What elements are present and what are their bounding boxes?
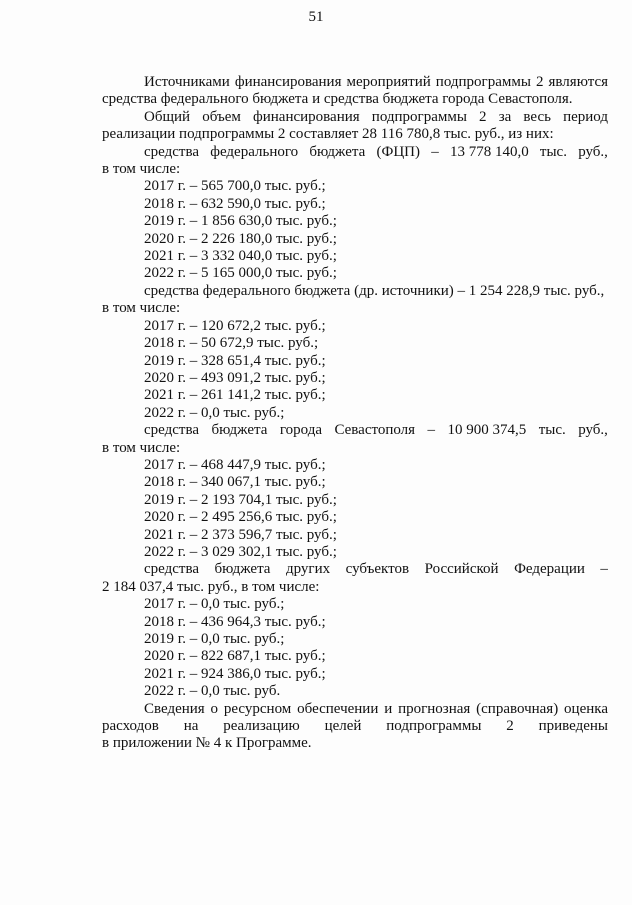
city-tail: в том числе: bbox=[102, 439, 181, 456]
list-item: 2018 г. – 632 590,0 тыс. руб.; bbox=[144, 195, 326, 212]
list-item: 2020 г. – 493 091,2 тыс. руб.; bbox=[144, 369, 326, 386]
list-item: 2020 г. – 2 226 180,0 тыс. руб.; bbox=[144, 230, 337, 247]
list-item: 2018 г. – 436 964,3 тыс. руб.; bbox=[144, 613, 326, 630]
word: 2 bbox=[506, 718, 514, 735]
list-item: 2022 г. – 5 165 000,0 тыс. руб.; bbox=[144, 265, 337, 282]
list-item: 2020 г. – 822 687,1 тыс. руб.; bbox=[144, 648, 326, 665]
word: приведены bbox=[538, 718, 608, 735]
word: – bbox=[427, 422, 436, 439]
word: целей bbox=[324, 718, 362, 735]
word: средства bbox=[144, 143, 200, 160]
word: подпрограммы bbox=[386, 718, 482, 735]
list-item: 2021 г. – 3 332 040,0 тыс. руб.; bbox=[144, 248, 337, 265]
word: на bbox=[183, 718, 199, 735]
closing-line-3: в приложении № 4 к Программе. bbox=[102, 735, 312, 752]
fed-other-tail: в том числе: bbox=[102, 300, 181, 317]
intro-line-4: реализации подпрограммы 2 составляет 28 116 780,8 тыс. руб., из них: bbox=[102, 126, 554, 143]
word: федерального bbox=[210, 143, 299, 160]
list-item: 2017 г. – 120 672,2 тыс. руб.; bbox=[144, 317, 326, 334]
list-item: 2022 г. – 0,0 тыс. руб. bbox=[144, 683, 281, 700]
closing-line-2 bbox=[102, 718, 608, 735]
list-item: 2017 г. – 468 447,9 тыс. руб.; bbox=[144, 456, 326, 473]
list-item: 2022 г. – 0,0 тыс. руб.; bbox=[144, 404, 285, 421]
list-item: 2018 г. – 340 067,1 тыс. руб.; bbox=[144, 474, 326, 491]
closing-line-1: Сведения о ресурсном обеспечении и прогнозная (справочная) оценка bbox=[144, 700, 608, 717]
fed-fcp-tail: в том числе: bbox=[102, 161, 181, 178]
regions-header bbox=[102, 561, 608, 578]
word: руб., bbox=[578, 143, 608, 160]
list-item: 2017 г. – 565 700,0 тыс. руб.; bbox=[144, 178, 326, 195]
intro-line-1: Источниками финансирования мероприятий подпрограммы 2 являются bbox=[144, 74, 608, 90]
document-body bbox=[102, 74, 608, 753]
word: бюджета bbox=[309, 143, 366, 160]
word: средства bbox=[144, 422, 200, 439]
word: (ФЦП) bbox=[376, 143, 421, 160]
word: субъектов bbox=[345, 561, 410, 578]
word: реализацию bbox=[223, 718, 300, 735]
word: средства bbox=[144, 561, 200, 578]
intro-line-3: Общий объем финансирования подпрограммы 2 за весь период bbox=[144, 108, 608, 125]
word: 10 900 374,5 bbox=[447, 422, 527, 439]
fed-fcp-header bbox=[102, 144, 608, 161]
list-item: 2021 г. – 2 373 596,7 тыс. руб.; bbox=[144, 526, 337, 543]
list-item: 2019 г. – 2 193 704,1 тыс. руб.; bbox=[144, 491, 337, 508]
fed-other-header: средства федерального бюджета (др. источники) – 1 254 228,9 тыс. руб., bbox=[144, 282, 605, 299]
page-number: 51 bbox=[308, 9, 324, 25]
word: бюджета bbox=[214, 561, 271, 578]
list-item: 2020 г. – 2 495 256,6 тыс. руб.; bbox=[144, 509, 337, 526]
word: города bbox=[279, 422, 322, 439]
word: руб., bbox=[578, 422, 608, 439]
word: – bbox=[431, 143, 439, 160]
word: тыс. bbox=[538, 422, 566, 439]
list-item: 2021 г. – 261 141,2 тыс. руб.; bbox=[144, 387, 326, 404]
list-item: 2019 г. – 1 856 630,0 тыс. руб.; bbox=[144, 213, 337, 230]
word: 13 778 140,0 bbox=[449, 143, 529, 160]
word: бюджета bbox=[211, 422, 268, 439]
word: Российской bbox=[424, 561, 499, 578]
list-item: 2019 г. – 0,0 тыс. руб.; bbox=[144, 631, 285, 647]
list-item: 2017 г. – 0,0 тыс. руб.; bbox=[144, 596, 285, 613]
list-item: 2022 г. – 3 029 302,1 тыс. руб.; bbox=[144, 543, 337, 560]
list-item: 2018 г. – 50 672,9 тыс. руб.; bbox=[144, 335, 319, 352]
word: тыс. bbox=[539, 143, 567, 160]
intro-line-2: средства федерального бюджета и средства бюджета города Севастополя. bbox=[102, 91, 573, 108]
list-item: 2019 г. – 328 651,4 тыс. руб.; bbox=[144, 352, 326, 369]
word: Севастополя bbox=[334, 422, 416, 439]
word: расходов bbox=[102, 718, 159, 735]
city-header bbox=[102, 422, 608, 439]
word: – bbox=[600, 561, 608, 578]
word: других bbox=[285, 561, 331, 578]
regions-tail: 2 184 037,4 тыс. руб., в том числе: bbox=[102, 578, 320, 595]
word: Федерации bbox=[514, 561, 585, 578]
list-item: 2021 г. – 924 386,0 тыс. руб.; bbox=[144, 665, 326, 682]
